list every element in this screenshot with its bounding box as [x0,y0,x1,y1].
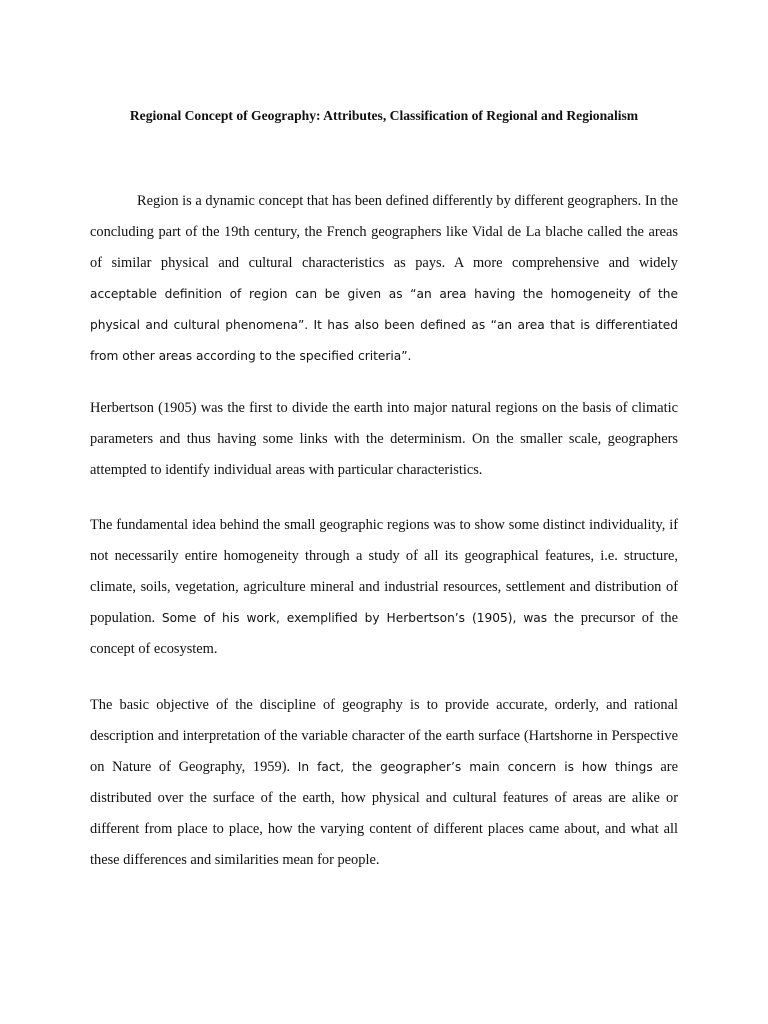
document-title: Regional Concept of Geography: Attributes, Classification of Regional and Regionalism [129,108,639,123]
paragraph-segment: are distributed over the surface of the earth, how physical and cultural features of areas are alike or different from place to place, how the varying content of different places came about, and what all these differences and similarities mean for people. [90,759,678,868]
paragraph-segment: acceptable definition of region can be given as “an area having the homogeneity of the physical and cultural phenomena”. It has also been defined as “an area that is differentiated from other areas according to the specified criteria”. [90,287,678,363]
paragraph-segment: precursor of the concept of ecosystem. [90,610,678,657]
paragraph-herbertson [90,393,678,486]
paragraph-fundamental-idea [90,510,678,665]
paragraph-segment: In fact, the geographer’s main concern is how things [297,760,653,774]
paragraph-segment: The fundamental idea behind the small geographic regions was to show some distinct individuality, if not necessarily entire homogeneity through a study of all its geographical features, i.e. structure, climate, soils, vegetation, agriculture mineral and industrial resources, settlement and distribution of population. [90,517,678,626]
paragraph-segment: Herbertson (1905) was the first to divide the earth into major natural regions on the basis of climatic parameters and thus having some links with the determinism. On the smaller scale, geographers attempted to identify individual areas with particular characteristics. [90,400,678,478]
paragraph-region-definition [90,186,678,372]
paragraph-basic-objective [90,690,678,876]
paragraph-segment: The basic objective of the discipline of geography is to provide accurate, orderly, and rational description and interpretation of the variable character of the earth surface (Hartshorne in Perspective on Nature of Geography, 1959). [90,697,678,775]
paragraph-segment: Some of his work, exemplified by Herbertson’s (1905), was the [161,611,575,625]
paragraph-segment: Region is a dynamic concept that has been defined differently by different geographers. In the concluding part of the 19th century, the French geographers like Vidal de La blache called the areas of similar physical and cultural characteristics as pays. A more comprehensive and widely [90,193,678,271]
